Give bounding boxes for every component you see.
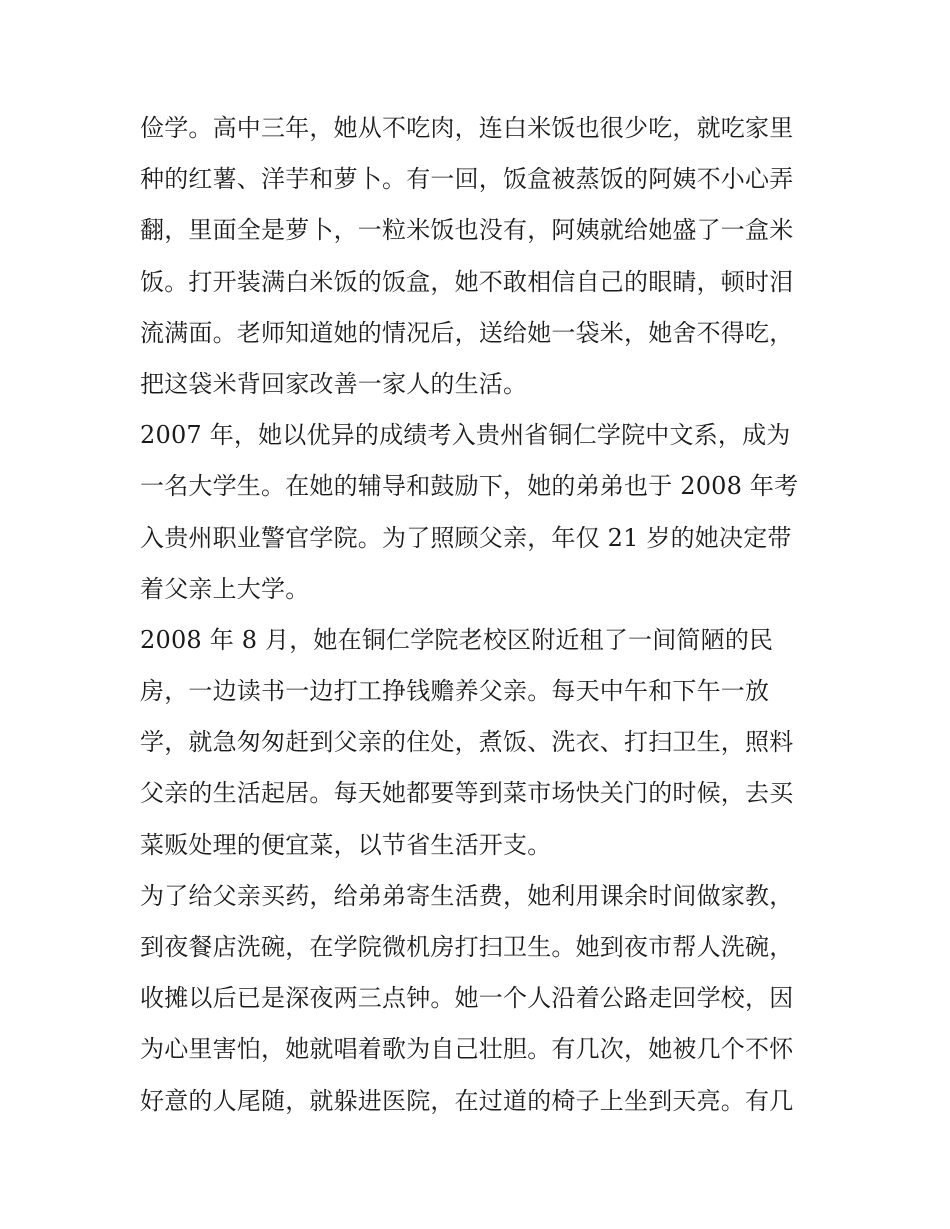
paragraph-1 — [140, 103, 820, 410]
text-line: 到夜餐店洗碗，在学院微机房打扫卫生。她到夜市帮人洗碗， — [140, 933, 794, 961]
document-page — [140, 103, 820, 1127]
text-line: 入贵州职业警官学院。为了照顾父亲，年仅 21 岁的她决定带 — [140, 523, 792, 552]
text-line: 翻，里面全是萝卜，一粒米饭也没有，阿姨就给她盛了一盒米 — [140, 216, 794, 245]
text-line: 饭。打开装满白米饭的饭盒，她不敢相信自己的眼睛，顿时泪 — [140, 267, 794, 296]
text-line: 学，就急匆匆赶到父亲的住处，煮饭、洗衣、打扫卫生，照料 — [140, 728, 794, 757]
text-line: 着父亲上大学。 — [140, 574, 310, 603]
text-line: 2007 年，她以优异的成绩考入贵州省铜仁学院中文系，成为 — [140, 421, 791, 450]
text-line: 俭学。高中三年，她从不吃肉，连白米饭也很少吃，就吃家里 — [140, 114, 794, 142]
paragraph-4 — [140, 871, 820, 1127]
text-line: 把这袋米背回家改善一家人的生活。 — [140, 369, 528, 398]
text-line: 为心里害怕，她就唱着歌为自己壮胆。有几次，她被几个不怀 — [140, 1035, 794, 1064]
text-line: 收摊以后已是深夜两三点钟。她一个人沿着公路走回学校，因 — [140, 984, 794, 1013]
text-line: 房，一边读书一边打工挣钱赡养父亲。每天中午和下午一放 — [140, 677, 770, 706]
text-line: 一名大学生。在她的辅导和鼓励下，她的弟弟也于 2008 年考 — [140, 472, 799, 501]
text-line: 菜贩处理的便宜菜，以节省生活开支。 — [140, 830, 552, 859]
text-line: 流满面。老师知道她的情况后，送给她一袋米，她舍不得吃， — [140, 318, 794, 347]
paragraph-3 — [140, 615, 820, 871]
text-line: 种的红薯、洋芋和萝卜。有一回，饭盒被蒸饭的阿姨不小心弄 — [140, 165, 794, 194]
text-line: 2008 年 8 月，她在铜仁学院老校区附近租了一间简陋的民 — [140, 625, 774, 654]
text-line: 好意的人尾随，就躲进医院，在过道的椅子上坐到天亮。有几 — [140, 1086, 794, 1115]
text-line: 父亲的生活起居。每天她都要等到菜市场快关门的时候，去买 — [140, 779, 794, 808]
text-line: 为了给父亲买药，给弟弟寄生活费，她利用课余时间做家教， — [140, 881, 794, 910]
paragraph-2 — [140, 410, 820, 615]
